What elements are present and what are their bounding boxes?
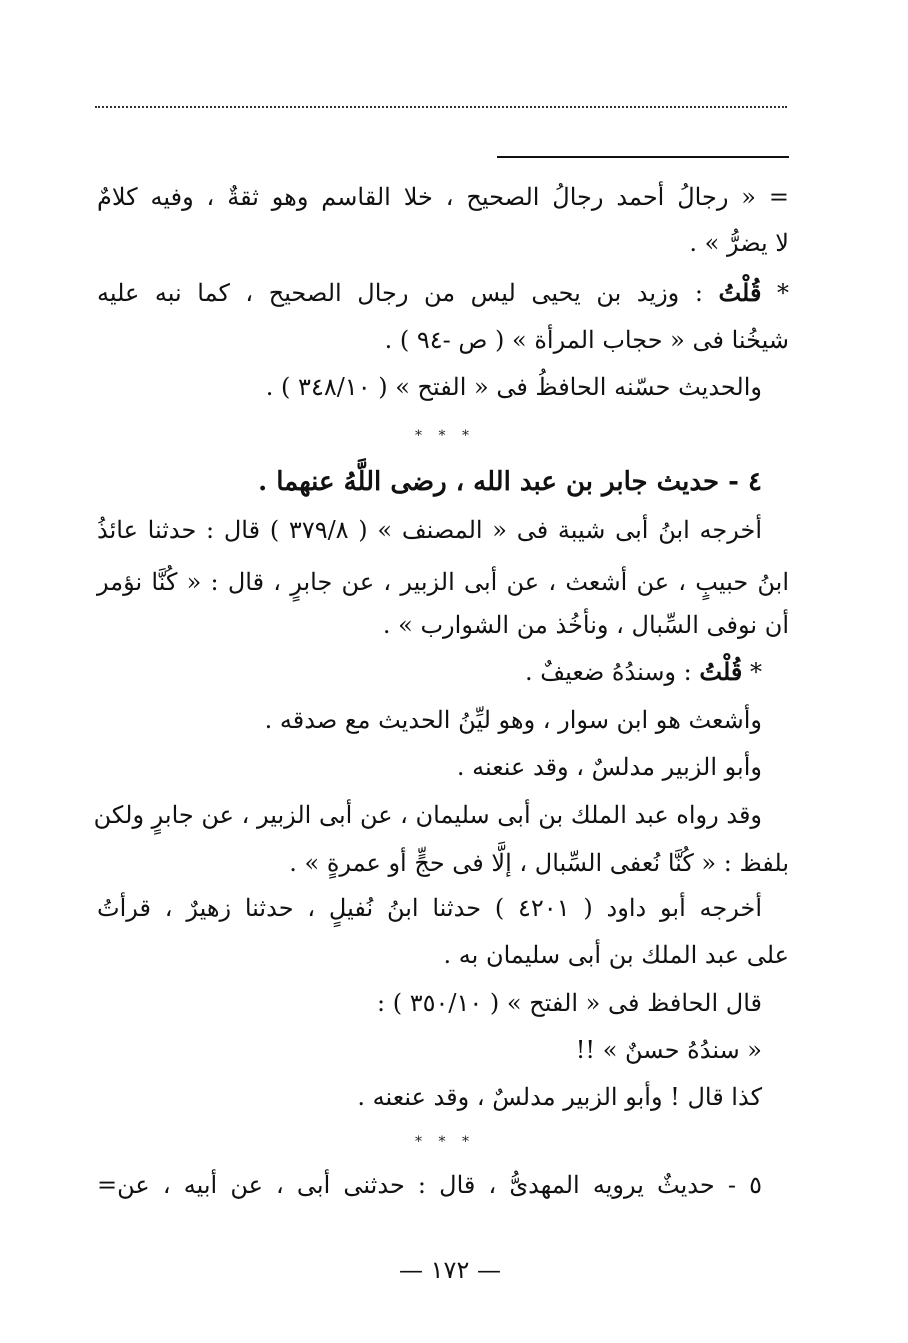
note-text: : وسندُهُ ضعيفٌ . (524, 658, 692, 686)
note-star: * (750, 658, 762, 686)
hadith-4-line-2: ابنُ حبيبٍ ، عن أشعث ، عن أبى الزبير ، عن جابرٍ ، قال : « كُنَّا نؤمر (97, 568, 789, 596)
hadith-4-line-5: وأشعث هو ابن سوار ، وهو ليِّنُ الحديث مع صدقه . (264, 706, 762, 734)
hadith-4-line-8: بلفظ : « كُنَّا نُعفى السِّبال ، إلَّا فى حجٍّ أو عمرةٍ » . (289, 849, 789, 877)
hadith-4-line-1: أخرجه ابنُ أبى شيبة فى « المصنف » ( ٣٧٩/٨ ) قال : حدثنا عائذُ (97, 516, 763, 544)
hadith-4-line-6: وأبو الزبير مدلسٌ ، وقد عنعنه . (456, 753, 762, 781)
hadith-4-line-13: كذا قال ! وأبو الزبير مدلسٌ ، وقد عنعنه . (357, 1083, 762, 1111)
page-number: — ١٧٢ — (399, 1256, 501, 1284)
hadith-4-line-11: قال الحافظ فى « الفتح » ( ٣٥٠/١٠ ) : (377, 989, 762, 1017)
note-text: : وزيد بن يحيى ليس من رجال الصحيح ، كما نبه عليه (97, 279, 703, 307)
footnote-line-5: والحديث حسّنه الحافظُ فى « الفتح » ( ٣٤٨/١٠ ) . (265, 373, 762, 401)
footnote-line-1: = « رجالُ أحمد رجالُ الصحيح ، خلا القاسم وهو ثقةٌ ، وفيه كلامٌ (97, 183, 789, 211)
hadith-5-line-1: ٥ - حديثٌ يرويه المهدىُّ ، قال : حدثنى أبى ، عن أبيه ، عن= (97, 1171, 762, 1199)
hadith-4-note-line (470, 652, 762, 692)
footnote-line-4: شيخُنا فى « حجاب المرأة » ( ص -٩٤ ) . (384, 326, 789, 354)
footnote-note-line (97, 273, 789, 313)
section-separator: * * * (415, 1134, 475, 1150)
hadith-4-line-10: على عبد الملك بن أبى سليمان به . (443, 941, 789, 969)
section-separator: * * * (415, 428, 475, 444)
hadith-4-line-7: وقد رواه عبد الملك بن أبى سليمان ، عن أبى الزبير ، عن جابرٍ ولكن (93, 801, 762, 829)
hadith-4-line-3: أن نوفى السِّبال ، ونأخُذ من الشوارب » . (382, 611, 789, 639)
hadith-4-line-12: « سندُهُ حسنٌ » !! (575, 1036, 762, 1064)
footnote-separator-rule (497, 156, 789, 158)
note-label: قُلْتُ (699, 657, 743, 686)
dotted-header-rule (95, 106, 787, 108)
hadith-4-line-9: أخرجه أبو داود ( ٤٢٠١ ) حدثنا ابنُ نُفيلٍ ، حدثنا زهيرٌ ، قرأتُ (97, 894, 762, 922)
note-star: * (776, 279, 789, 307)
hadith-4-heading: ٤ - حديث جابر بن عبد الله ، رضى اللَّهُ عنهما . (258, 467, 762, 497)
footnote-line-2: لا يضرُّ » . (689, 229, 789, 257)
note-label: قُلْتُ (718, 278, 762, 307)
